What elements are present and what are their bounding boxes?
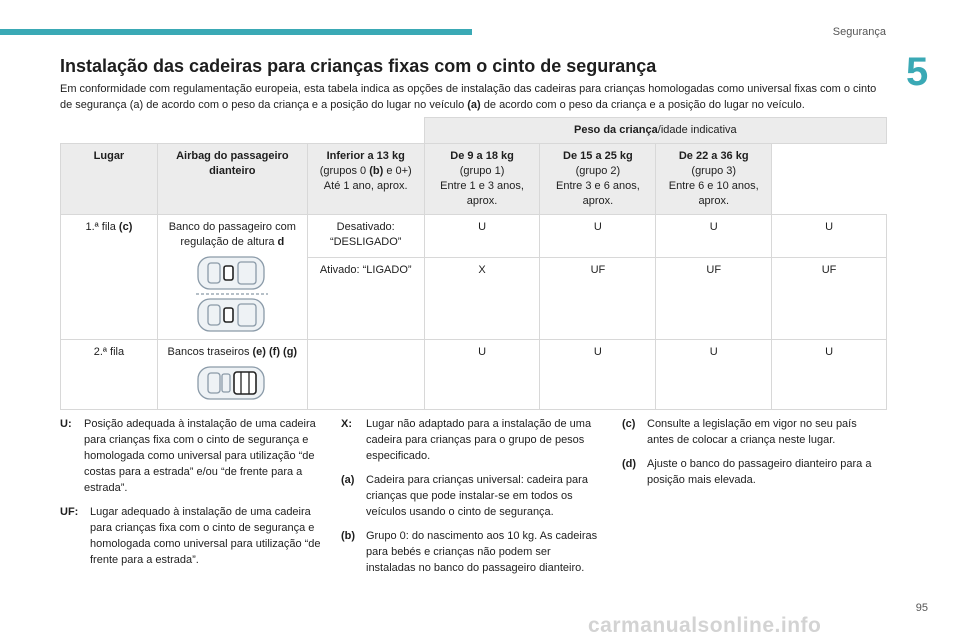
row1-on-value-0: X [424, 258, 540, 340]
row1-airbag-on: Ativado: “LIGADO” [307, 258, 424, 340]
note-b: (b) Grupo 0: do nascimento aos 10 kg. As cadeiras para bebés e crianças não podem ser instaladas no banco do passageiro dianteiro. [341, 530, 598, 574]
row1-off-value-2: U [656, 215, 772, 258]
row2-value-0: U [424, 340, 540, 410]
chapter-number: 5 [906, 50, 929, 94]
row1-seat: Banco do passageiro com regulação de altura d [157, 215, 307, 340]
row1-on-value-3: UF [772, 258, 887, 340]
note-a: (a) Cadeira para crianças universal: cadeira para crianças que pode instalar-se em todos os veículos usando o cinto de segurança. [341, 474, 588, 518]
notes-column-1 [60, 416, 322, 576]
row2-place: 2.ª fila [61, 340, 158, 410]
row1-off-value-1: U [540, 215, 656, 258]
watermark: carmanualsonline.info [588, 614, 822, 637]
intro-text: Em conformidade com regulamentação europeia, esta tabela indica as opções de instalação das cadeiras para crianças homologadas como universal fixas com o cinto de segurança (a) de acordo com o peso da criança e a posição do lugar no veículo [60, 83, 877, 111]
page-number: 95 [915, 602, 928, 614]
row2-value-2: U [656, 340, 772, 410]
header-accent-bar [0, 29, 472, 35]
section-label: Segurança [832, 26, 886, 38]
row1-airbag-off: Desativado: “DESLIGADO” [307, 215, 424, 258]
note-d: (d) Ajuste o banco do passageiro dianteiro para a posição mais elevada. [622, 458, 872, 486]
front-seat-car-icon [194, 254, 270, 334]
row2-airbag-empty [307, 340, 424, 410]
row2-seat: Bancos traseiros (e) (f) (g) [157, 340, 307, 410]
col-header-weight-0: Inferior a 13 kg (grupos 0 (b) e 0+) Até 1 ano, aprox. [307, 144, 424, 215]
note-u: U: Posição adequada à instalação de uma cadeira para crianças fixa com o cinto de segurança e homologada como universal para utilização “de costas para a estrada” e/ou “de frente para a estrada”. [60, 418, 316, 494]
col-header-lugar: Lugar [61, 144, 158, 215]
note-uf: UF: Lugar adequado à instalação de uma cadeira para crianças fixa com o cinto de segurança e homologada como universal para utilização “de frente para a estrada”. [60, 506, 321, 566]
intro-paragraph [60, 81, 890, 113]
row1-place: 1.ª fila (c) [61, 215, 158, 340]
row2-value-3: U [772, 340, 887, 410]
col-header-weight-3: De 22 a 36 kg (grupo 3) Entre 6 e 10 anos, aprox. [656, 144, 772, 215]
row2-value-1: U [540, 340, 656, 410]
row1-on-value-2: UF [656, 258, 772, 340]
row1-on-value-1: UF [540, 258, 656, 340]
col-header-weight-1: De 9 a 18 kg (grupo 1) Entre 1 e 3 anos, aprox. [424, 144, 540, 215]
note-x: X: Lugar não adaptado para a instalação de uma cadeira para crianças para o grupo de pesos especificado. [341, 418, 592, 462]
intro-ref: (a) [467, 99, 481, 111]
row1-off-value-3: U [772, 215, 887, 258]
row1-off-value-0: U [424, 215, 540, 258]
note-c: (c) Consulte a legislação em vigor no seu país antes de colocar a criança neste lugar. [622, 418, 857, 446]
notes-column-2 [341, 416, 603, 584]
child-seat-table [60, 117, 887, 410]
page-title: Instalação das cadeiras para crianças fixas com o cinto de segurança [60, 56, 657, 76]
empty-header-cell [61, 118, 425, 144]
col-header-weight-2: De 15 a 25 kg (grupo 2) Entre 3 e 6 anos, aprox. [540, 144, 656, 215]
col-header-airbag: Airbag do passageiro dianteiro [157, 144, 307, 215]
rear-seat-car-icon [194, 364, 270, 402]
notes-column-3 [622, 416, 884, 496]
intro-text-end: de acordo com o peso da criança e a posição do lugar no veículo. [480, 99, 805, 111]
weight-group-header: Peso da criança/idade indicativa [424, 118, 886, 144]
